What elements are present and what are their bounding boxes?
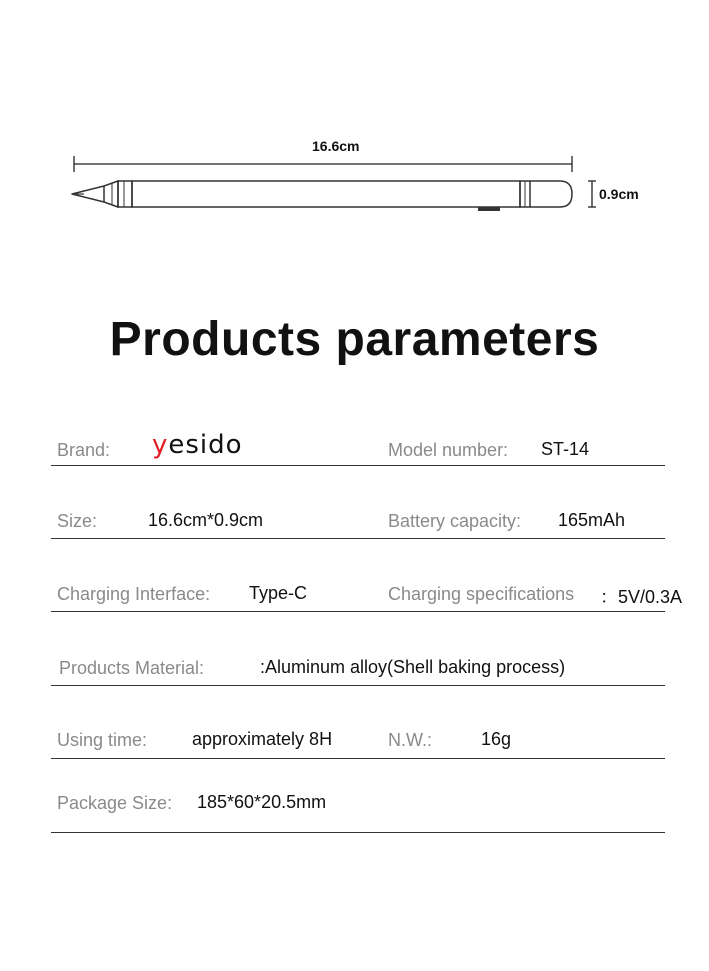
net-weight-label: N.W.: (388, 730, 432, 750)
brand-logo-text: yesido (152, 430, 243, 460)
net-weight-value: 16g (481, 729, 512, 749)
package-size-value: 185*60*20.5mm (197, 792, 327, 812)
size-label: Size: (57, 511, 98, 531)
using-time-value: approximately 8H (192, 729, 333, 749)
products-material-label: Products Material: (59, 658, 205, 678)
row-divider (51, 465, 665, 466)
charging-interface-label: Charging Interface: (57, 584, 211, 604)
using-time-label: Using time: (57, 730, 148, 750)
model-number-value: ST-14 (541, 439, 590, 459)
row-divider (51, 611, 665, 612)
brand-logo (152, 430, 243, 460)
row-divider (51, 758, 665, 759)
battery-capacity-label: Battery capacity: (388, 511, 522, 531)
products-material-value: :Aluminum alloy(Shell baking process) (260, 657, 566, 677)
length-dimension-label: 16.6cm (312, 138, 360, 154)
package-size-label: Package Size: (57, 793, 173, 813)
model-number-label: Model number: (388, 440, 509, 460)
brand-label: Brand: (57, 440, 111, 460)
row-divider (51, 832, 665, 833)
charging-specifications-label: Charging specifications (388, 584, 575, 604)
stylus-pen-illustration (60, 150, 660, 220)
diameter-dimension-label: 0.9cm (599, 186, 639, 202)
charging-interface-value: Type-C (249, 583, 308, 603)
row-divider (51, 538, 665, 539)
page-title: Products parameters (109, 313, 600, 366)
battery-capacity-value: 165mAh (558, 510, 626, 530)
size-value: 16.6cm*0.9cm (148, 510, 264, 530)
row-divider (51, 685, 665, 686)
charging-specifications-value: ：5V/0.3A (600, 587, 683, 607)
